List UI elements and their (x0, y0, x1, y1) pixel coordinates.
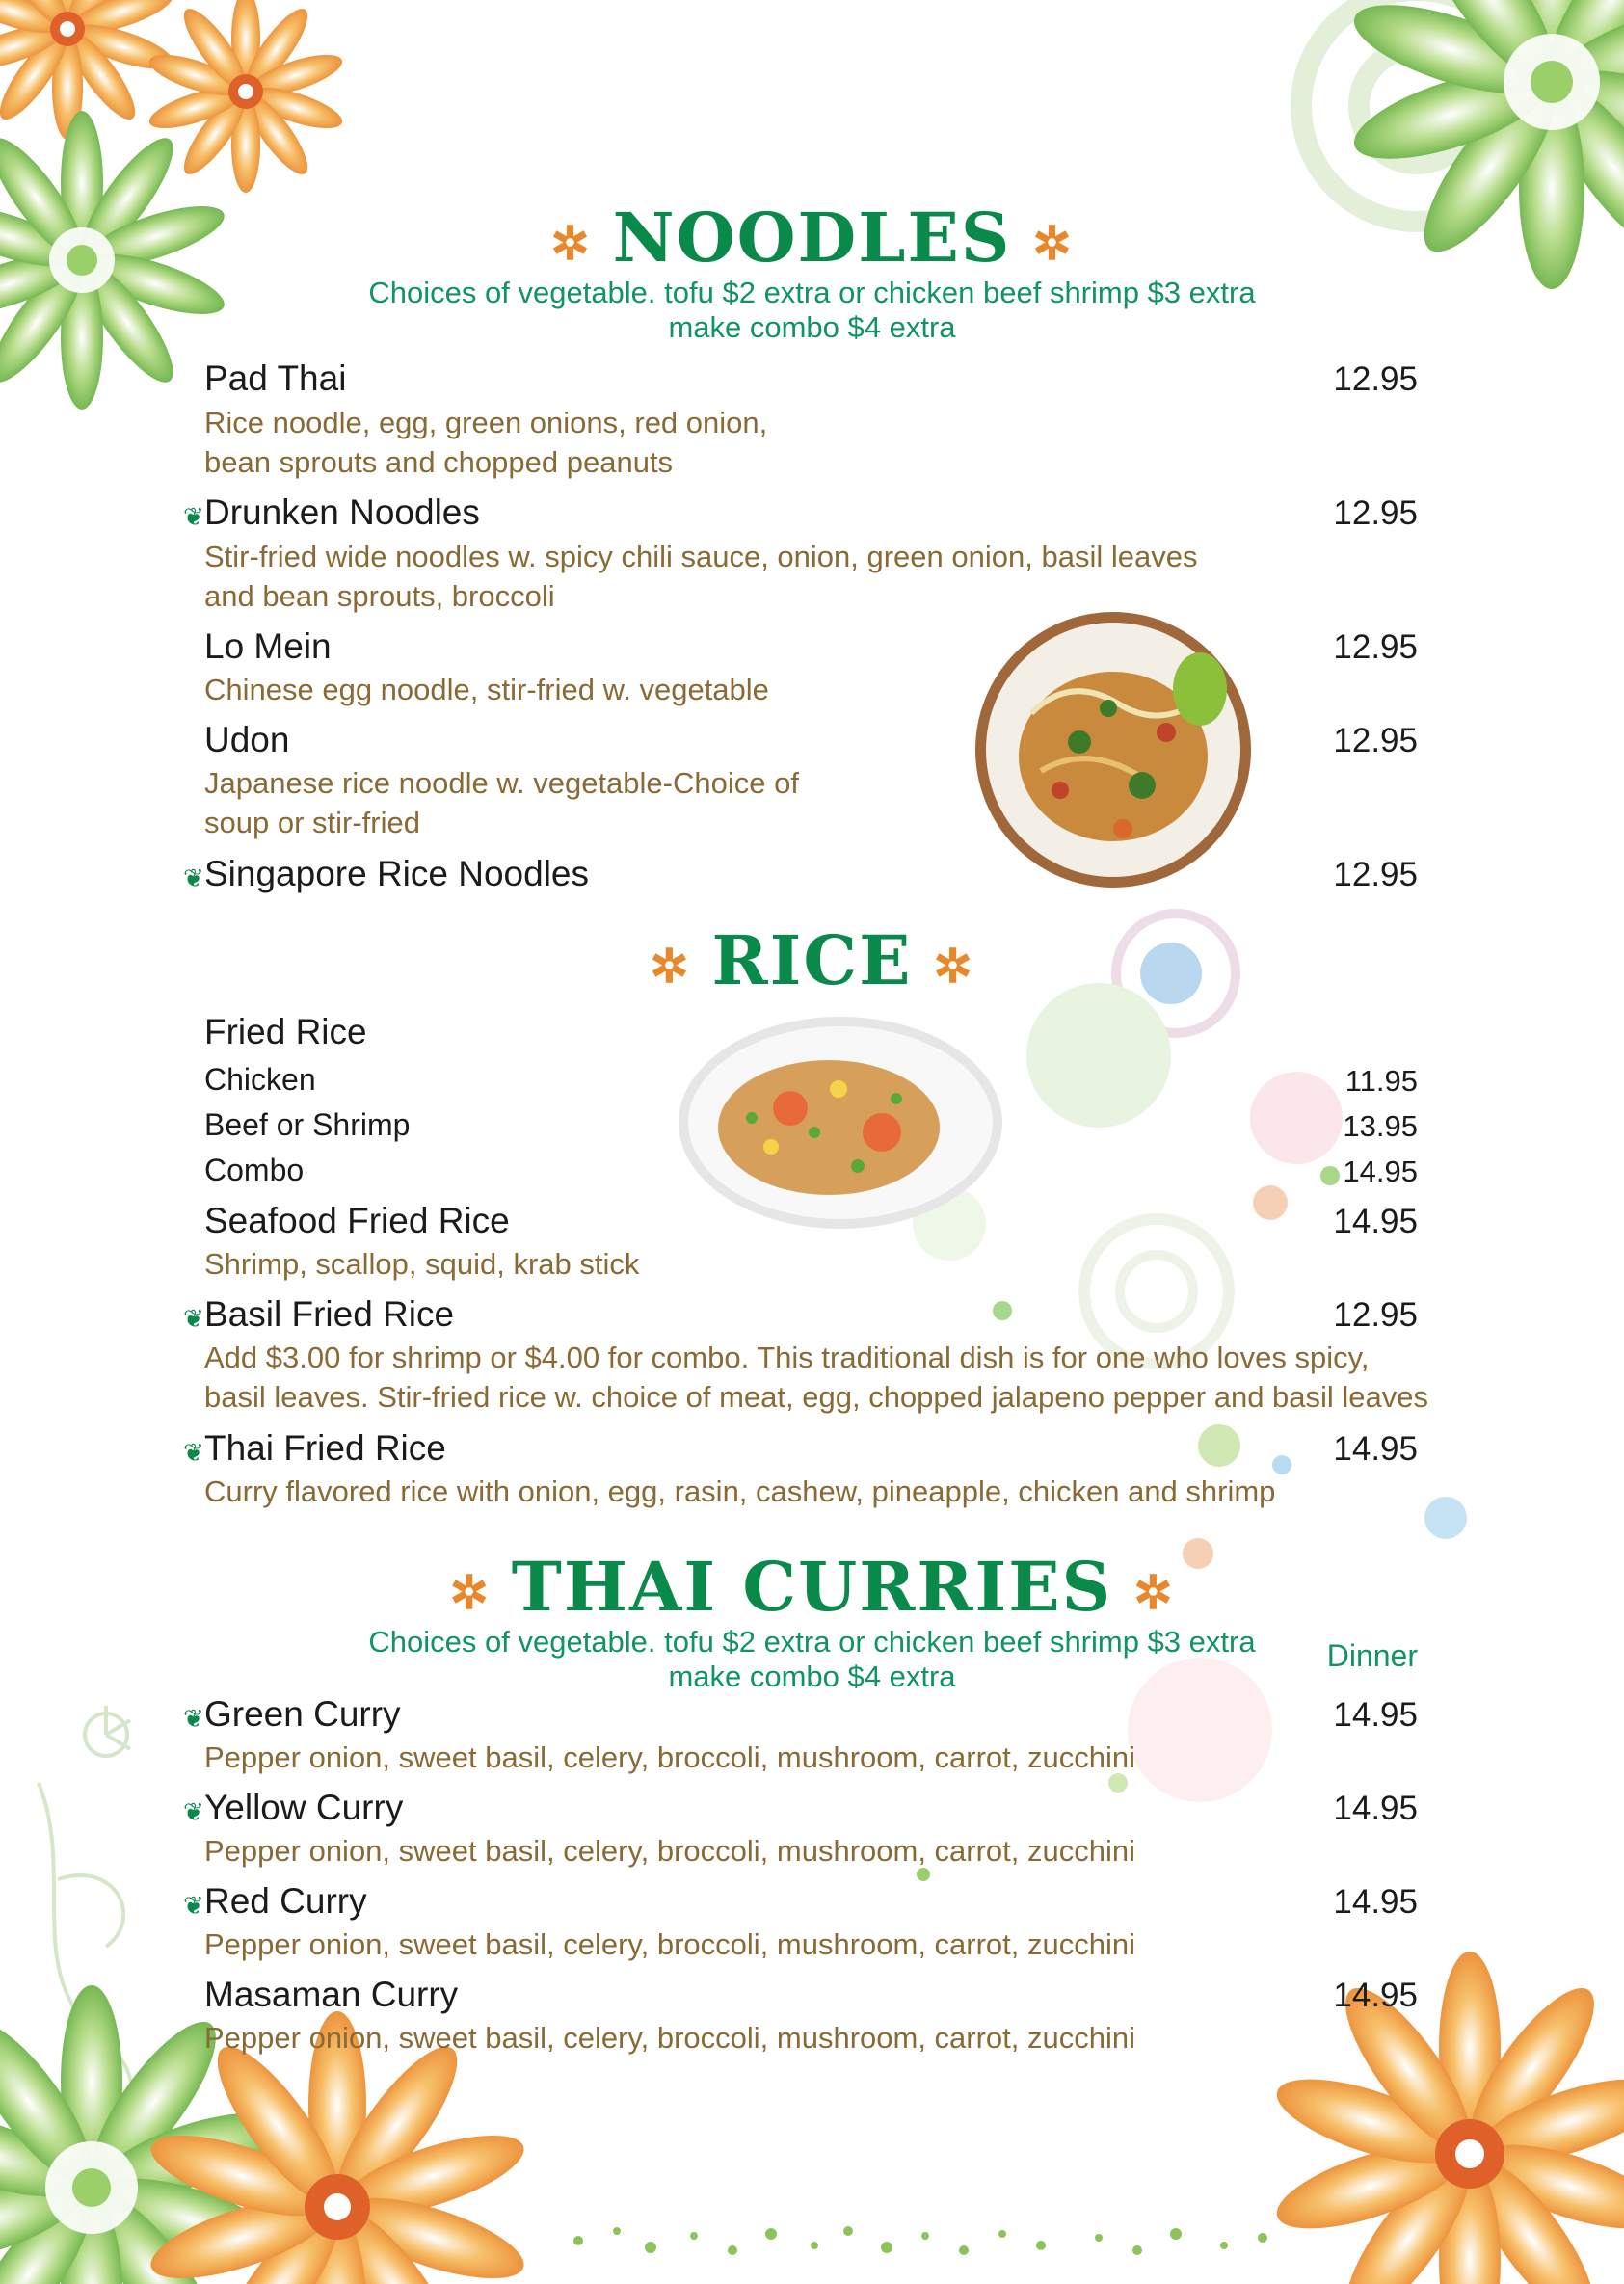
desc-drunken-noodles-line2: and bean sprouts, broccoli (204, 579, 555, 613)
option-combo: Combo (204, 1153, 305, 1187)
orange-flower-icon (1267, 1952, 1624, 2284)
fried-rice-photo (679, 1017, 1002, 1229)
spicy-icon: ❦ (183, 1891, 204, 1920)
dotted-border-decoration (573, 2226, 1267, 2255)
orange-flower-icon (146, 0, 347, 193)
price-combo: 14.95 (1343, 1155, 1418, 1188)
price-yellow-curry: 14.95 (1333, 1790, 1418, 1827)
desc-pad-thai-line2: bean sprouts and chopped peanuts (204, 445, 674, 479)
star-icon: ✲ (550, 217, 592, 271)
price-udon: 12.95 (1333, 722, 1418, 759)
curries-note-line1: Choices of vegetable. tofu $2 extra or chicken beef shrimp $3 extra (368, 1625, 1256, 1659)
rice-heading: ✲ RICE ✲ (650, 920, 974, 1000)
spicy-icon: ❦ (183, 1704, 204, 1733)
menu-item-red-curry: Red Curry (204, 1881, 367, 1921)
desc-lo-mein: Chinese egg noodle, stir-fried w. vegetable (204, 673, 769, 706)
menu-item-udon: Udon (204, 720, 290, 759)
desc-green-curry: Pepper onion, sweet basil, celery, broccoli, mushroom, carrot, zucchini (204, 1740, 1136, 1774)
spicy-icon: ❦ (183, 1438, 204, 1467)
price-chicken: 11.95 (1344, 1064, 1418, 1098)
spicy-icon: ❦ (183, 863, 204, 892)
noodles-heading: ✲ NOODLES ✲ (550, 198, 1074, 278)
noodles-note-line2: make combo $4 extra (668, 310, 956, 344)
desc-drunken-noodles-line1: Stir-fried wide noodles w. spicy chili sauce, onion, green onion, basil leaves (204, 540, 1198, 573)
star-icon: ✲ (933, 940, 974, 994)
desc-thai-fried-rice: Curry flavored rice with onion, egg, rasin, cashew, pineapple, chicken and shrimp (204, 1474, 1276, 1508)
desc-basil-fried-rice-line2: basil leaves. Stir-fried rice w. choice of meat, egg, chopped jalapeno pepper and basil leaves (204, 1380, 1429, 1414)
menu-item-lo-mein: Lo Mein (204, 626, 332, 666)
price-lo-mein: 12.95 (1333, 628, 1418, 666)
spicy-icon: ❦ (183, 502, 204, 531)
desc-udon-line2: soup or stir-fried (204, 806, 420, 839)
price-seafood-fried-rice: 14.95 (1333, 1203, 1418, 1240)
desc-basil-fried-rice-line1: Add $3.00 for shrimp or $4.00 for combo. This traditional dish is for one who loves spicy, (204, 1341, 1370, 1374)
menu-item-basil-fried-rice: Basil Fried Rice (204, 1294, 455, 1334)
menu-item-green-curry: Green Curry (204, 1694, 401, 1734)
pad-thai-photo (975, 612, 1251, 888)
menu-item-yellow-curry: Yellow Curry (204, 1788, 404, 1827)
price-pad-thai: 12.95 (1333, 360, 1418, 398)
option-chicken: Chicken (204, 1062, 316, 1097)
spicy-icon: ❦ (183, 1797, 204, 1826)
desc-pad-thai-line1: Rice noodle, egg, green onions, red onion, (204, 406, 768, 439)
dinner-column-header: Dinner (1326, 1638, 1418, 1673)
price-thai-fried-rice: 14.95 (1333, 1430, 1418, 1468)
menu-item-masaman-curry: Masaman Curry (204, 1975, 459, 2014)
desc-yellow-curry: Pepper onion, sweet basil, celery, broccoli, mushroom, carrot, zucchini (204, 1834, 1136, 1868)
price-drunken-noodles: 12.95 (1333, 494, 1418, 532)
option-beef-or-shrimp: Beef or Shrimp (204, 1107, 411, 1142)
menu-item-fried-rice: Fried Rice (204, 1012, 367, 1051)
menu-item-drunken-noodles: Drunken Noodles (204, 492, 480, 532)
menu-item-pad-thai: Pad Thai (204, 359, 347, 398)
price-beef-or-shrimp: 13.95 (1343, 1109, 1418, 1143)
price-red-curry: 14.95 (1333, 1883, 1418, 1921)
star-icon: ✲ (1032, 217, 1074, 271)
desc-udon-line1: Japanese rice noodle w. vegetable-Choice of (204, 766, 799, 800)
desc-masaman-curry: Pepper onion, sweet basil, celery, broccoli, mushroom, carrot, zucchini (204, 2021, 1136, 2055)
price-basil-fried-rice: 12.95 (1333, 1296, 1418, 1334)
price-singapore-rice-noodles: 12.95 (1333, 856, 1418, 893)
spicy-icon: ❦ (183, 1304, 204, 1333)
menu-item-thai-fried-rice: Thai Fried Rice (204, 1428, 446, 1468)
desc-red-curry: Pepper onion, sweet basil, celery, broccoli, mushroom, carrot, zucchini (204, 1927, 1136, 1961)
noodles-note-line1: Choices of vegetable. tofu $2 extra or chicken beef shrimp $3 extra (368, 276, 1256, 309)
desc-seafood-fried-rice: Shrimp, scallop, squid, krab stick (204, 1247, 640, 1281)
star-icon: ✲ (650, 940, 691, 994)
menu-item-seafood-fried-rice: Seafood Fried Rice (204, 1201, 510, 1240)
star-icon: ✲ (1133, 1566, 1175, 1620)
star-icon: ✲ (449, 1566, 491, 1620)
price-masaman-curry: 14.95 (1333, 1977, 1418, 2014)
price-green-curry: 14.95 (1333, 1696, 1418, 1734)
curries-heading: ✲ THAI CURRIES ✲ (449, 1547, 1175, 1627)
menu-item-singapore-rice-noodles: Singapore Rice Noodles (204, 854, 590, 893)
curries-note-line2: make combo $4 extra (668, 1660, 956, 1693)
